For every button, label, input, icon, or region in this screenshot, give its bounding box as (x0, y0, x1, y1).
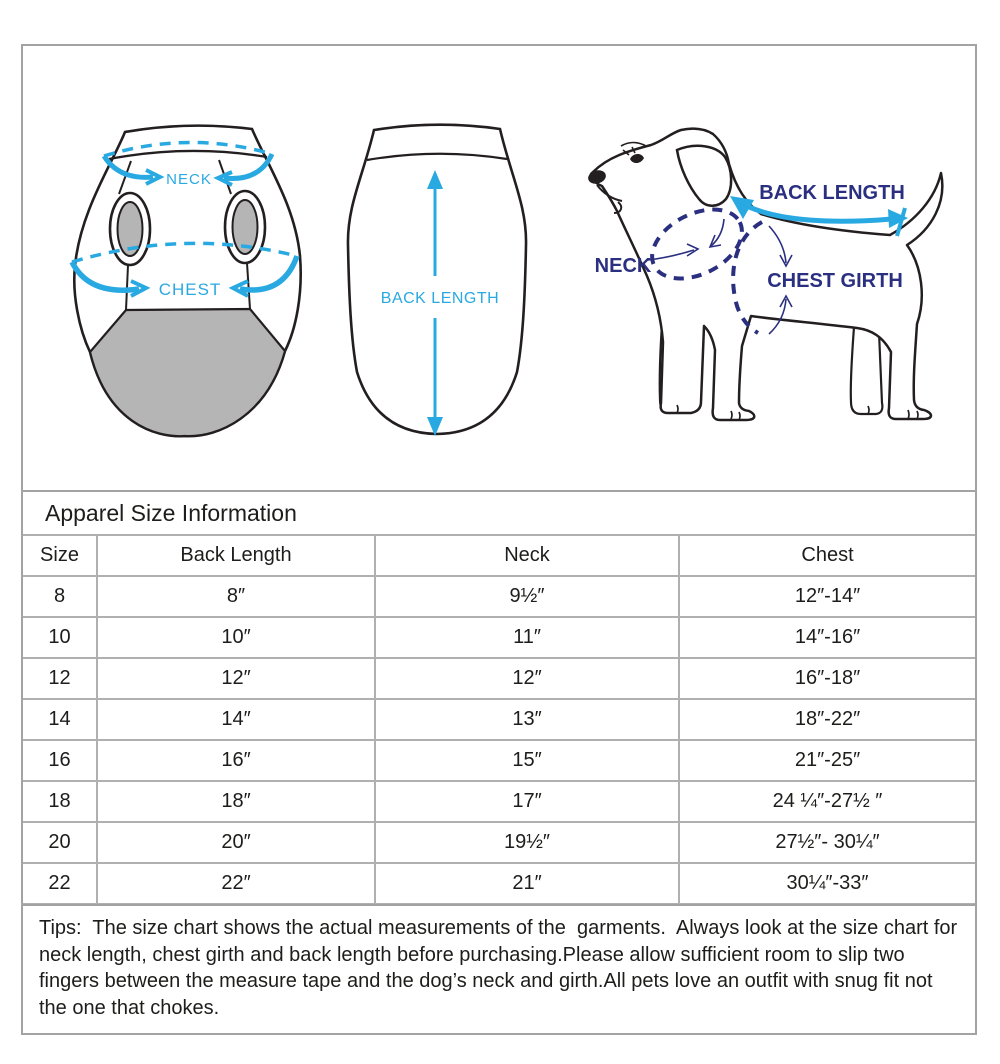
table-title: Apparel Size Information (23, 490, 975, 534)
table-cell: 12″-14″ (679, 576, 975, 617)
table-cell: 16″-18″ (679, 658, 975, 699)
table-cell: 14 (23, 699, 97, 740)
table-cell: 22 (23, 863, 97, 904)
garment-front-diagram (67, 124, 307, 450)
measurement-diagrams (23, 46, 975, 490)
table-cell: 8″ (97, 576, 375, 617)
table-cell: 8 (23, 576, 97, 617)
table-row (23, 699, 975, 740)
table-cell: 14″-16″ (679, 617, 975, 658)
dog-eyebrow (621, 143, 646, 147)
table-cell: 10″ (97, 617, 375, 658)
table-row (23, 822, 975, 863)
table-cell: 12″ (97, 658, 375, 699)
table-cell: 18 (23, 781, 97, 822)
table-cell: 30¼″-33″ (679, 863, 975, 904)
table-cell: 22″ (97, 863, 375, 904)
garment-front-chest-label: CHEST (158, 280, 222, 299)
table-cell: 18″-22″ (679, 699, 975, 740)
garment-back-diagram (337, 114, 547, 444)
table-cell: 18″ (97, 781, 375, 822)
garment-back-outline (348, 125, 526, 434)
table-cell: 16 (23, 740, 97, 781)
table-cell: 17″ (375, 781, 679, 822)
tips-text: Tips: The size chart shows the actual measurements of the garments. Always look at the size chart for neck length, chest girth and back length before purchasing.Please allow sufficient room to slip two fingers between the measure tape and the dog’s neck and girth.All pets love an outfit with snug fit not the one that chokes. (23, 904, 975, 1033)
dog-chest-girth-label: CHEST GIRTH (767, 270, 903, 292)
table-cell: 27½″- 30¼″ (679, 822, 975, 863)
table-cell: 12″ (375, 658, 679, 699)
table-row (23, 617, 975, 658)
table-cell: 24 ¼″-27½ ″ (679, 781, 975, 822)
table-cell: 13″ (375, 699, 679, 740)
chart-frame (21, 44, 977, 1035)
dog-neck-label: NECK (594, 255, 652, 277)
dog-back-length-label: BACK LENGTH (759, 182, 905, 204)
table-row (23, 658, 975, 699)
table-cell: 12 (23, 658, 97, 699)
table-cell: 16″ (97, 740, 375, 781)
table-cell: 20″ (97, 822, 375, 863)
table-row (23, 576, 975, 617)
table-row (23, 781, 975, 822)
table-cell: 19½″ (375, 822, 679, 863)
column-header-back-length: Back Length (97, 535, 375, 576)
table-header-row (23, 535, 975, 576)
garment-back-length-label: BACK LENGTH (380, 290, 500, 307)
table-row (23, 863, 975, 904)
table-cell: 14″ (97, 699, 375, 740)
dog-diagram (563, 102, 975, 442)
table-cell: 10 (23, 617, 97, 658)
column-header-size: Size (23, 535, 97, 576)
column-header-chest: Chest (679, 535, 975, 576)
table-cell: 21″-25″ (679, 740, 975, 781)
table-row (23, 740, 975, 781)
table-cell: 21″ (375, 863, 679, 904)
size-table (23, 534, 975, 904)
garment-front-neck-label: NECK (166, 171, 212, 188)
table-cell: 15″ (375, 740, 679, 781)
table-cell: 20 (23, 822, 97, 863)
belly-panel (90, 309, 285, 436)
table-cell: 11″ (375, 617, 679, 658)
column-header-neck: Neck (375, 535, 679, 576)
table-cell: 9½″ (375, 576, 679, 617)
